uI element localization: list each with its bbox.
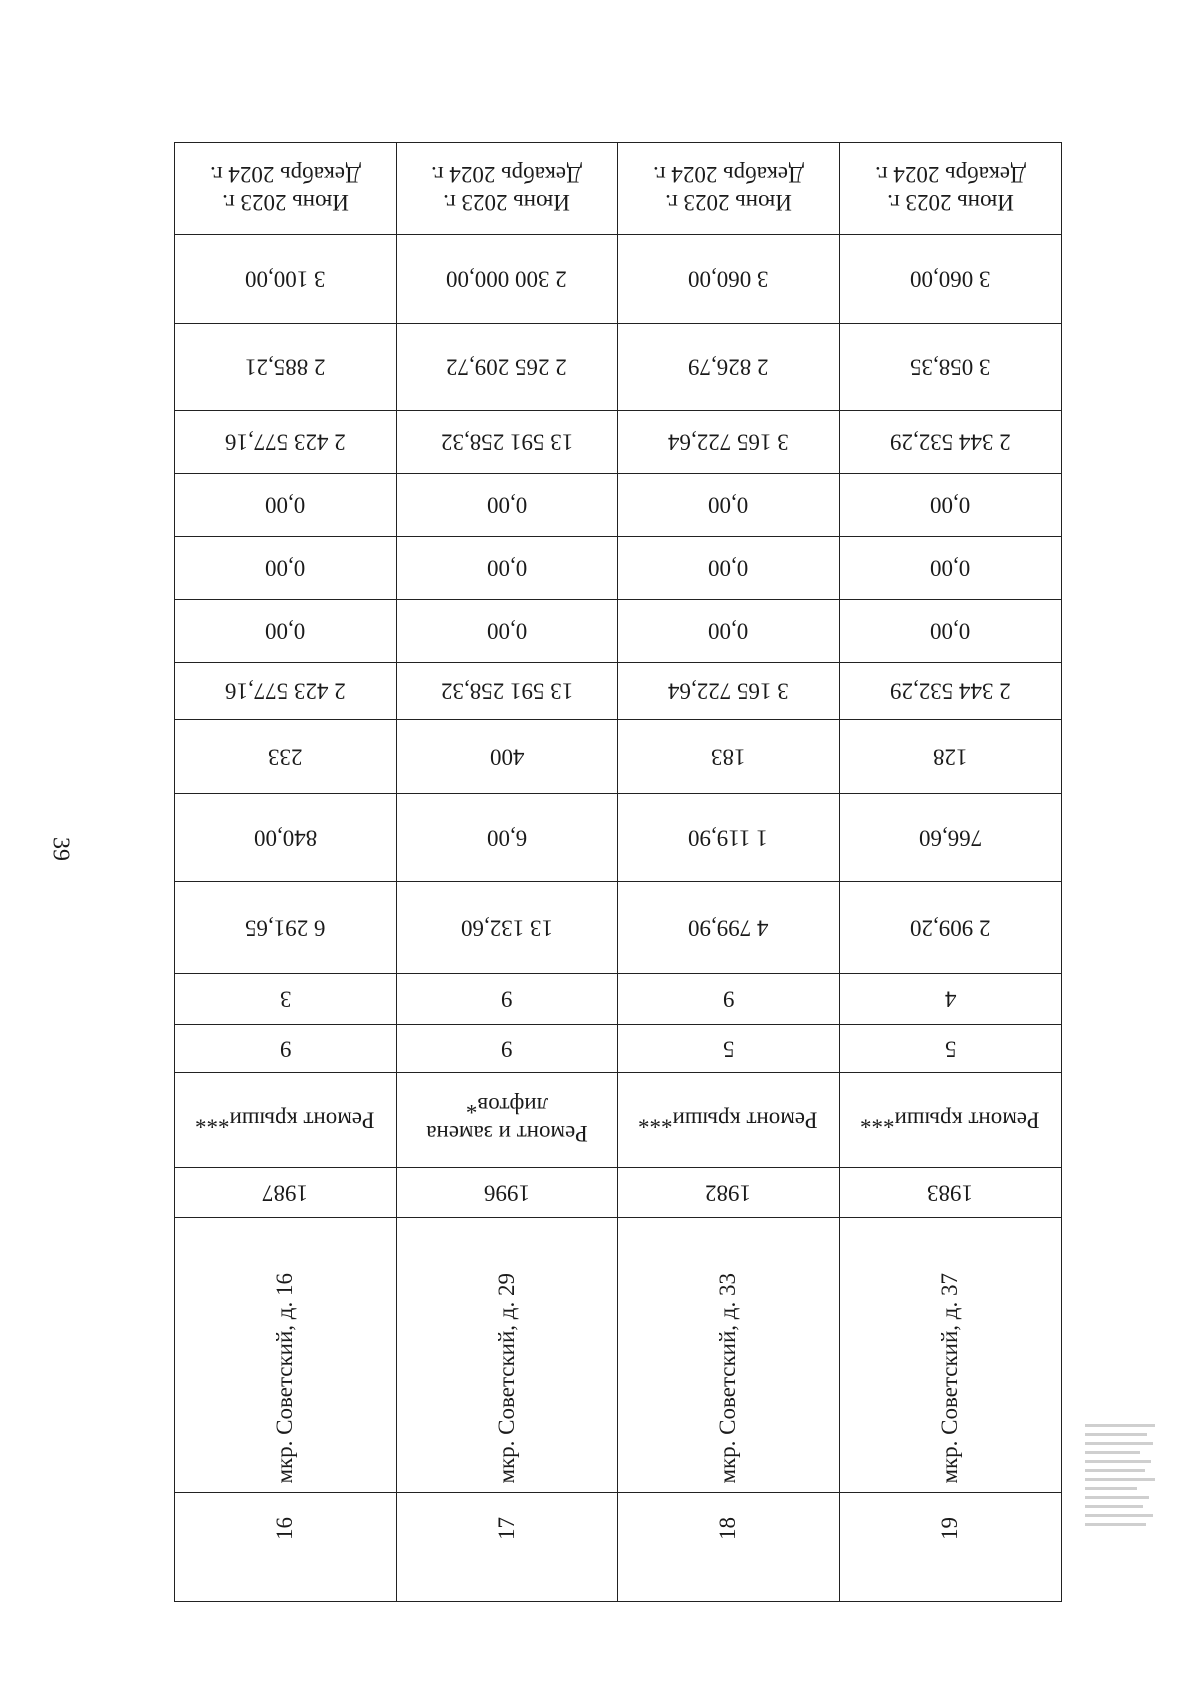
repair-table [174,142,1062,1602]
year-cell: 1987 [175,1168,396,1218]
municipal-funds-cell: 0,00 [397,537,618,600]
regional-funds-cell: 0,00 [840,600,1062,663]
page-number: 39 [47,837,74,861]
residents-cell: 128 [840,720,1062,794]
other-funds-cell: 0,00 [840,474,1062,537]
regional-funds-cell: 0,00 [618,600,839,663]
cost-limit-cell: 3 060,00 [618,235,839,324]
nonresidential-area-cell: 6,00 [397,794,618,882]
residents-cell: 183 [618,720,839,794]
period-start: Июнь 2023 г. [443,190,571,216]
table-row [175,143,397,1601]
entrances-cell: 9 [618,974,839,1025]
address-cell: мкр. Советский, д. 29 [397,1218,618,1493]
table-row [618,143,840,1601]
period-cell [618,143,839,235]
entrances-cell: 3 [175,974,396,1025]
row-number-cell: 16 [272,1516,298,1540]
unit-cost-cell: 2 265 209,72 [397,324,618,411]
period-start: Июнь 2023 г. [886,190,1014,216]
other-funds-cell: 0,00 [175,474,396,537]
period-cell [840,143,1062,235]
work-type-cell: Ремонт и замена лифтов* [397,1073,618,1168]
cost-limit-cell: 3 100,00 [175,235,396,324]
unit-cost-cell: 2 885,21 [175,324,396,411]
floors-cell: 5 [618,1025,839,1073]
year-cell: 1996 [397,1168,618,1218]
period-end: Декабрь 2024 г. [652,162,804,188]
nonresidential-area-cell: 766,60 [840,794,1062,882]
municipal-funds-cell: 0,00 [840,537,1062,600]
work-type-cell: Ремонт крыши*** [840,1073,1062,1168]
total-area-cell: 13 132,60 [397,882,618,974]
cost-limit-cell: 3 060,00 [840,235,1062,324]
total-cost-cell: 3 165 722,64 [618,411,839,474]
table-row [397,143,619,1601]
entrances-cell: 4 [840,974,1062,1025]
period-end: Декабрь 2024 г. [209,162,361,188]
municipal-funds-cell: 0,00 [175,537,396,600]
address-cell: мкр. Советский, д. 16 [175,1218,396,1493]
address-cell: мкр. Советский, д. 37 [840,1218,1062,1493]
total-cost-cell: 2 344 532,29 [840,411,1062,474]
period-cell [397,143,618,235]
total-cost-cell: 13 591 258,32 [397,411,618,474]
regional-funds-cell: 0,00 [175,600,396,663]
municipal-funds-cell: 0,00 [618,537,839,600]
row-number-cell: 17 [493,1516,519,1540]
floors-cell: 5 [840,1025,1062,1073]
total-cost-cell: 2 423 577,16 [175,411,396,474]
row-number-cell: 18 [715,1516,741,1540]
owner-funds-cell: 2 423 577,16 [175,663,396,720]
regional-funds-cell: 0,00 [397,600,618,663]
total-area-cell: 6 291,65 [175,882,396,974]
year-cell: 1983 [840,1168,1062,1218]
owner-funds-cell: 2 344 532,29 [840,663,1062,720]
floors-cell: 9 [397,1025,618,1073]
other-funds-cell: 0,00 [618,474,839,537]
work-type-cell: Ремонт крыши*** [175,1073,396,1168]
unit-cost-cell: 3 058,35 [840,324,1062,411]
nonresidential-area-cell: 840,00 [175,794,396,882]
period-end: Декабрь 2024 г. [431,162,583,188]
nonresidential-area-cell: 1 119,90 [618,794,839,882]
entrances-cell: 9 [397,974,618,1025]
cost-limit-cell: 2 300 000,00 [397,235,618,324]
period-start: Июнь 2023 г. [221,190,349,216]
period-start: Июнь 2023 г. [664,190,792,216]
period-end: Декабрь 2024 г. [874,162,1026,188]
row-number-cell: 19 [937,1516,963,1540]
table-row [840,143,1062,1601]
total-area-cell: 4 799,90 [618,882,839,974]
faded-stamp [1085,1418,1157,1614]
unit-cost-cell: 2 826,79 [618,324,839,411]
work-type-cell: Ремонт крыши*** [618,1073,839,1168]
floors-cell: 9 [175,1025,396,1073]
year-cell: 1982 [618,1168,839,1218]
owner-funds-cell: 3 165 722,64 [618,663,839,720]
other-funds-cell: 0,00 [397,474,618,537]
period-cell [175,143,396,235]
address-cell: мкр. Советский, д. 33 [618,1218,839,1493]
owner-funds-cell: 13 591 258,32 [397,663,618,720]
total-area-cell: 2 909,20 [840,882,1062,974]
residents-cell: 400 [397,720,618,794]
residents-cell: 233 [175,720,396,794]
